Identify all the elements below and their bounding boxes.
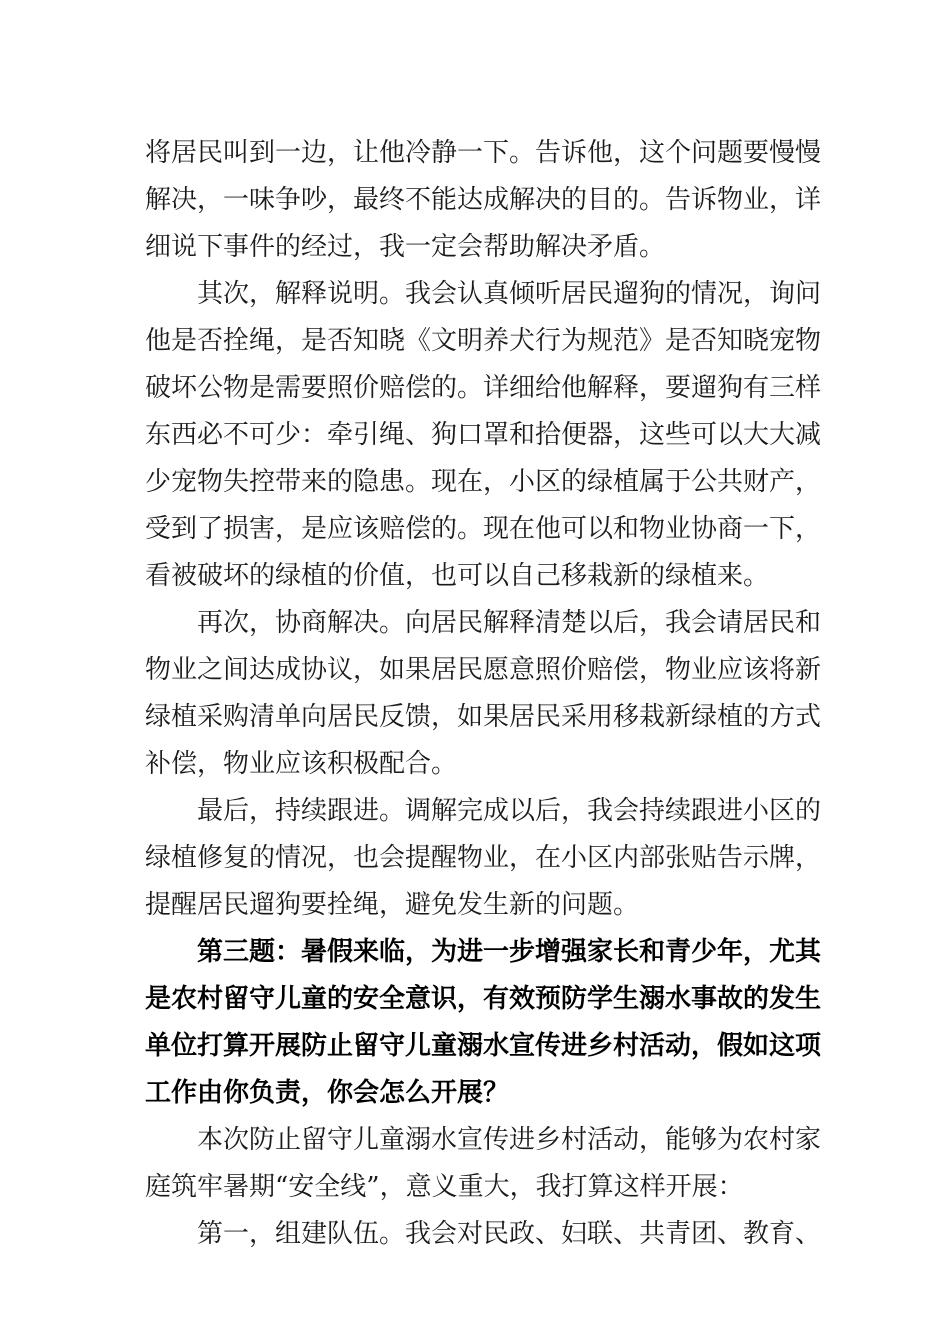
paragraph-line: 他是否拴绳，是否知晓《文明养犬行为规范》是否知晓宠物 [145,326,822,356]
document-page [145,130,822,1258]
paragraph-line: 本次防止留守儿童溺水宣传进乡村活动，能够为农村家 [197,1125,822,1155]
paragraph-line: 少宠物失控带来的隐患。现在，小区的绿植属于公共财产， [145,467,822,497]
paragraph-line: 将居民叫到一边，让他冷静一下。告诉他，这个问题要慢慢 [145,138,822,168]
question-heading-line: 第三题：暑假来临，为进一步增强家长和青少年，尤其 [197,937,822,967]
paragraph-line: 其次，解释说明。我会认真倾听居民遛狗的情况，询问 [197,279,822,309]
paragraph-line: 细说下事件的经过，我一定会帮助解决矛盾。 [145,232,666,262]
paragraph-line: 解决，一味争吵，最终不能达成解决的目的。告诉物业，详 [145,185,822,215]
paragraph-line: 庭筑牢暑期“安全线”，意义重大，我打算这样开展： [145,1172,744,1202]
paragraph-line: 物业之间达成协议，如果居民愿意照价赔偿，物业应该将新 [145,655,822,685]
paragraph-line: 绿植修复的情况，也会提醒物业，在小区内部张贴告示牌， [145,843,822,873]
paragraph-line: 补偿，物业应该积极配合。 [145,749,458,779]
paragraph-line: 破坏公物是需要照价赔偿的。详细给他解释，要遛狗有三样 [145,373,822,403]
question-heading-line: 是农村留守儿童的安全意识，有效预防学生溺水事故的发生 [145,984,822,1014]
paragraph-line: 东西必不可少：牵引绳、狗口罩和拾便器，这些可以大大减 [145,420,822,450]
paragraph-line: 受到了损害，是应该赔偿的。现在他可以和物业协商一下， [145,514,822,544]
paragraph-line: 提醒居民遛狗要拴绳，避免发生新的问题。 [145,890,640,920]
question-heading-line: 工作由你负责，你会怎么开展？ [145,1078,510,1108]
question-heading-line: 单位打算开展防止留守儿童溺水宣传进乡村活动，假如这项 [145,1031,822,1061]
paragraph-line: 再次，协商解决。向居民解释清楚以后，我会请居民和 [197,608,822,638]
paragraph-line: 最后，持续跟进。调解完成以后，我会持续跟进小区的 [197,796,822,826]
paragraph-line: 看被破坏的绿植的价值，也可以自己移栽新的绿植来。 [145,561,770,591]
paragraph-line: 绿植采购清单向居民反馈，如果居民采用移栽新绿植的方式 [145,702,822,732]
paragraph-line: 第一，组建队伍。我会对民政、妇联、共青团、教育、 [197,1219,822,1249]
